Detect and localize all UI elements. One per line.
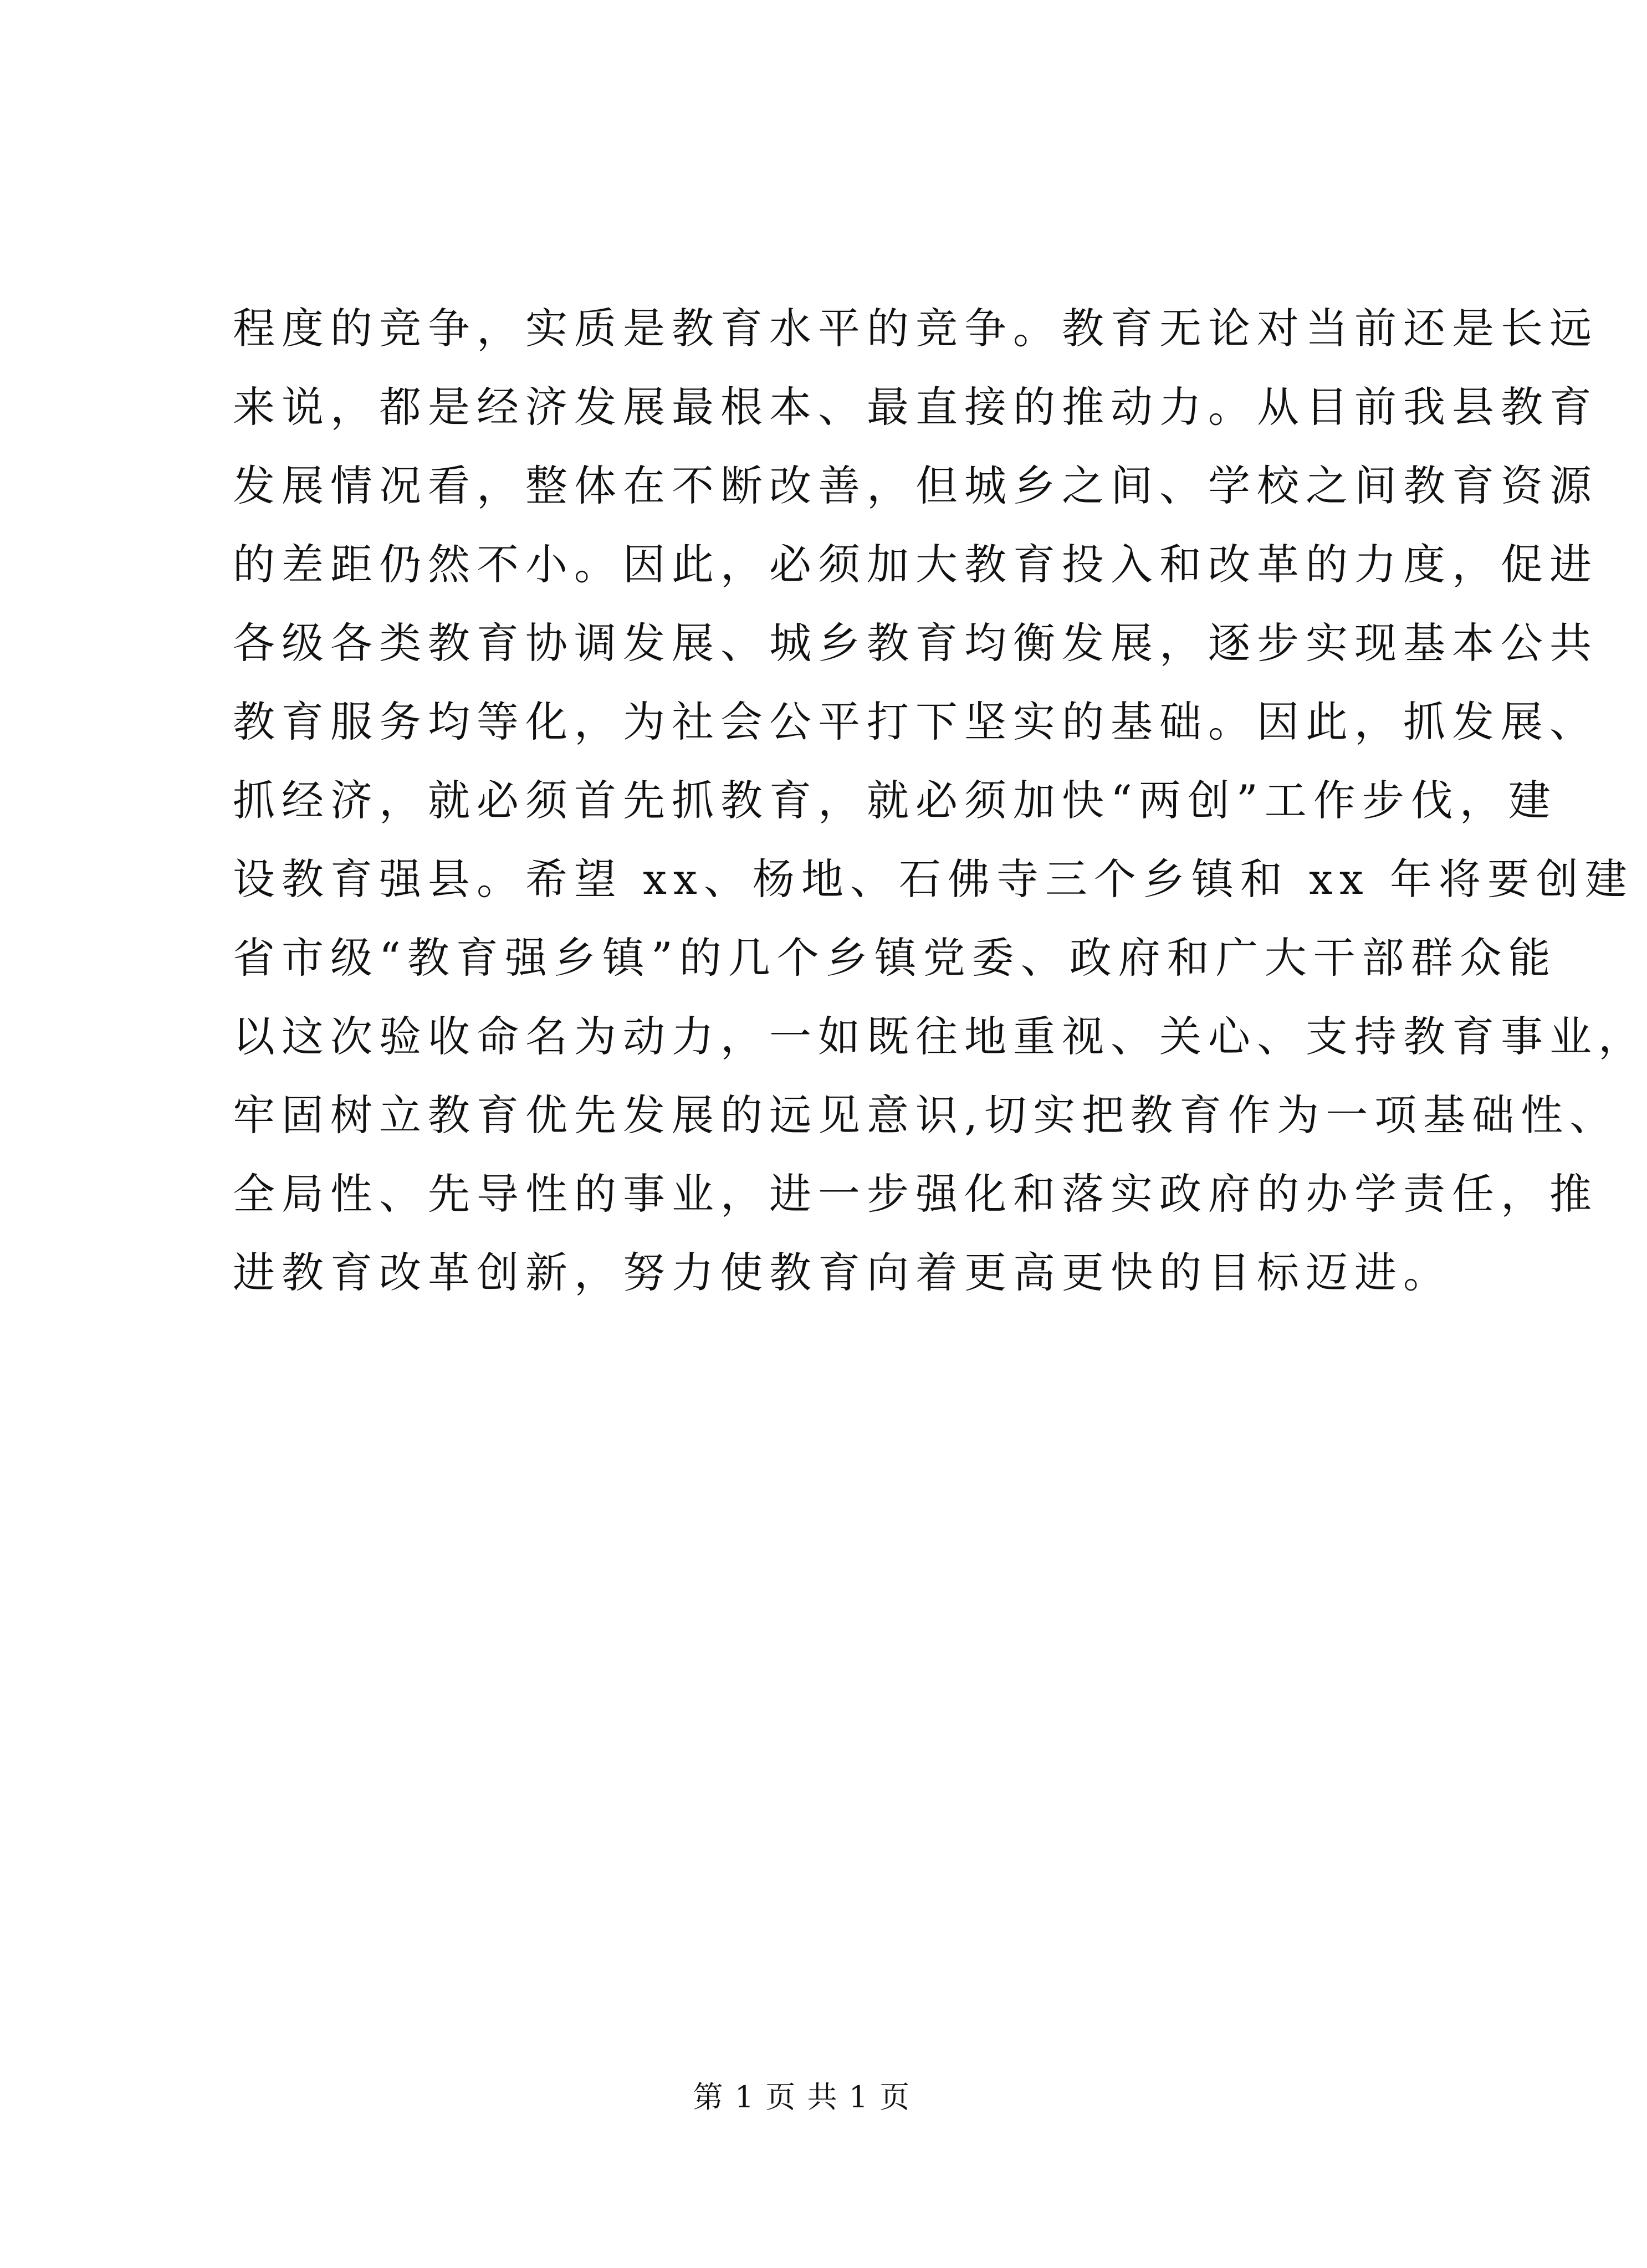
text-line: 程度的竞争，实质是教育水平的竞争。教育无论对当前还是长远 xyxy=(233,304,1598,353)
page-footer xyxy=(0,2075,1604,2119)
text-line: 以这次验收命名为动力，一如既往地重视、关心、支持教育事业， xyxy=(233,1012,1647,1061)
text-line: 进教育改革创新，努力使教育向着更高更快的目标迈进。 xyxy=(233,1248,1452,1297)
text-line: 省市级“教育强乡镇”的几个乡镇党委、政府和广大干部群众能 xyxy=(233,933,1557,982)
text-line: 发展情况看，整体在不断改善，但城乡之间、学校之间教育资源 xyxy=(233,461,1598,510)
text-line: 各级各类教育协调发展、城乡教育均衡发展，逐步实现基本公共 xyxy=(233,618,1598,668)
text-line: 设教育强县。希望 xx、杨地、石佛寺三个乡镇和 xx 年将要创建 xyxy=(233,854,1634,904)
text-line: 的差距仍然不小。因此，必须加大教育投入和改革的力度，促进 xyxy=(233,540,1598,589)
page-number-label: 第 1 页 共 1 页 xyxy=(693,2080,911,2115)
text-line: 教育服务均等化，为社会公平打下坚实的基础。因此，抓发展、 xyxy=(233,697,1598,746)
text-line: 牢固树立教育优先发展的远见意识,切实把教育作为一项基础性、 xyxy=(233,1091,1619,1140)
body-paragraph xyxy=(233,289,1647,1312)
text-line: 来说，都是经济发展最根本、最直接的推动力。从目前我县教育 xyxy=(233,382,1598,432)
text-line: 抓经济，就必须首先抓教育，就必须加快“两创”工作步伐，建 xyxy=(233,776,1557,825)
text-line: 全局性、先导性的事业，进一步强化和落实政府的办学责任，推 xyxy=(233,1169,1598,1219)
